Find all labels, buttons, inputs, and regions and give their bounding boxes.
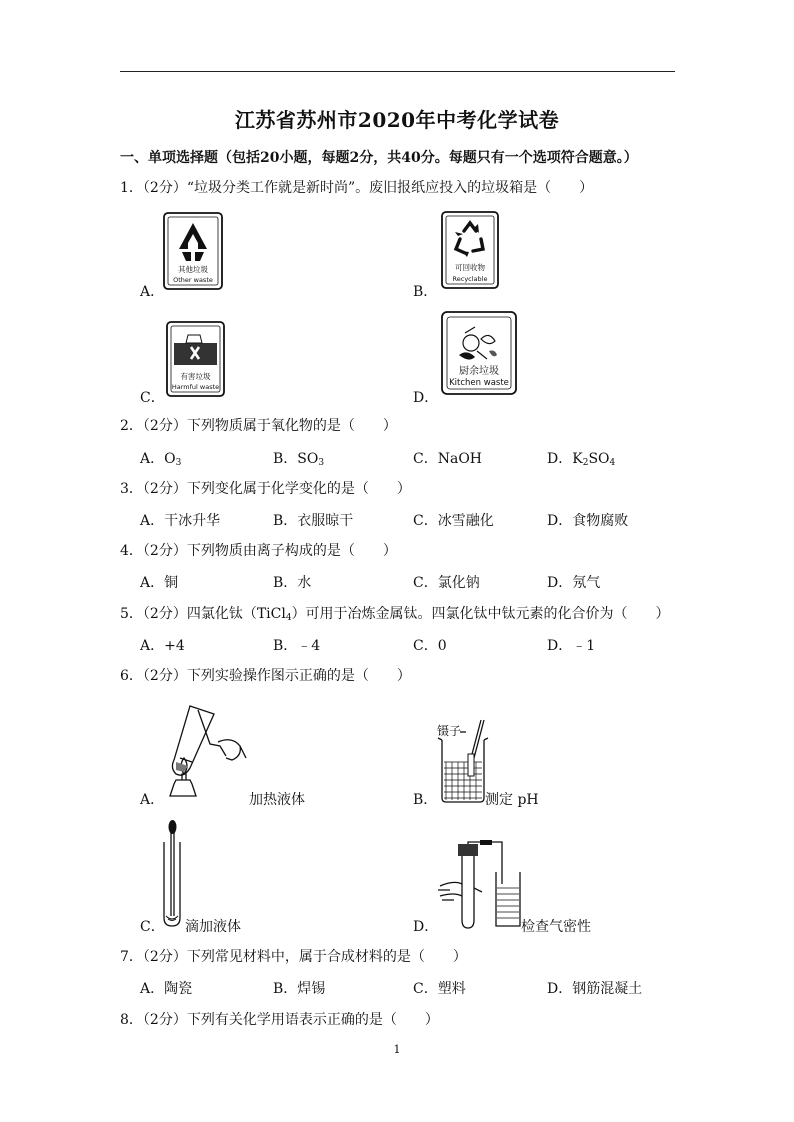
q2-option-b-formula: SO [297, 451, 319, 467]
q2-option-d-subscript-2: 4 [609, 458, 616, 468]
q5-option-d[interactable]: D．﹣1 [547, 638, 596, 654]
q5-stem-subscript: 4 [285, 613, 292, 623]
q2-option-b-subscript: 3 [318, 458, 325, 468]
q1-option-a-label[interactable]: A． [140, 284, 165, 300]
q2-option-d-label: D． [547, 451, 573, 467]
q2-option-b[interactable] [273, 448, 324, 468]
bin-c-cn: 有害垃圾 [180, 372, 211, 381]
q6-caption-d: 检查气密性 [521, 919, 591, 935]
page-number: 1 [393, 1043, 401, 1056]
bin-a-cn: 其他垃圾 [178, 265, 208, 274]
q2-option-c-label: C． [413, 451, 438, 467]
question-6-stem: 6．（2分）下列实验操作图示正确的是（ ） [120, 668, 411, 684]
q3-option-b[interactable]: B．衣服晾干 [273, 513, 354, 529]
question-5-stem [120, 603, 670, 623]
q5-stem-pre: 5．（2分）四氯化钛（TiCl [120, 606, 286, 622]
q7-option-b[interactable]: B．焊锡 [273, 981, 326, 997]
airtightness-check-diagram-icon [436, 840, 522, 932]
q5-option-a[interactable]: A．+4 [140, 638, 185, 654]
q2-option-a-subscript: 3 [175, 458, 182, 468]
q2-option-d-formula-tail: SO [588, 451, 610, 467]
q2-option-c[interactable] [413, 448, 482, 468]
q3-option-d[interactable]: D．食物腐败 [547, 513, 629, 529]
exam-title: 江苏省苏州市2020年中考化学试卷 [234, 108, 560, 132]
q5-option-c[interactable]: C．0 [413, 638, 447, 654]
q2-option-a-label: A． [140, 451, 165, 467]
kitchen-waste-bin-icon [441, 311, 517, 395]
q6-option-c-label[interactable]: C． [140, 919, 165, 935]
bin-b-en: Recyclable [452, 275, 488, 283]
q2-option-d-subscript: 2 [582, 458, 589, 468]
q5-option-b[interactable]: B．﹣4 [273, 638, 321, 654]
q4-option-a[interactable]: A．铜 [140, 575, 179, 591]
top-rule [120, 71, 675, 72]
question-7-stem: 7．（2分）下列常见材料中，属于合成材料的是（ ） [120, 949, 467, 965]
bin-d-cn: 厨余垃圾 [459, 366, 499, 377]
harmful-waste-bin-icon [166, 321, 225, 397]
recyclable-bin-icon [441, 211, 499, 289]
q1-option-c-label[interactable]: C． [140, 390, 165, 406]
q6-caption-a: 加热液体 [249, 792, 305, 808]
dropping-liquid-diagram-icon [158, 820, 186, 930]
q6-caption-c: 滴加液体 [185, 919, 241, 935]
q3-option-c[interactable]: C．冰雪融化 [413, 513, 494, 529]
q2-option-d-formula: K [572, 451, 583, 467]
q2-option-a[interactable] [140, 448, 181, 468]
q6-option-a-label[interactable]: A． [140, 792, 165, 808]
question-8-stem: 8．（2分）下列有关化学用语表示正确的是（ ） [120, 1012, 439, 1028]
q4-option-c[interactable]: C．氯化钠 [413, 575, 480, 591]
question-1-stem: 1．（2分）“垃圾分类工作就是新时尚”。废旧报纸应投入的垃圾箱是（ ） [120, 180, 594, 196]
q1-option-d-label[interactable]: D． [413, 390, 439, 406]
q6-option-d-label[interactable]: D． [413, 919, 439, 935]
question-4-stem: 4．（2分）下列物质由离子构成的是（ ） [120, 543, 397, 559]
q1-option-b-label[interactable]: B． [413, 284, 438, 300]
bin-b-cn: 可回收物 [455, 263, 485, 272]
q2-option-c-formula: NaOH [437, 451, 483, 467]
q7-option-a[interactable]: A．陶瓷 [140, 981, 193, 997]
q7-option-d[interactable]: D．钢筋混凝土 [547, 981, 643, 997]
bin-d-en: Kitchen waste [449, 378, 509, 388]
heating-liquid-diagram-icon [160, 700, 248, 804]
question-2-stem: 2．（2分）下列物质属于氧化物的是（ ） [120, 418, 397, 434]
q2-option-a-formula: O [164, 451, 176, 467]
bin-c-en: Harmful waste [171, 383, 220, 391]
q6-caption-b: 测定 pH [485, 792, 539, 808]
q4-option-d[interactable]: D．氖气 [547, 575, 601, 591]
q2-option-d[interactable] [547, 448, 615, 468]
question-3-stem: 3．（2分）下列变化属于化学变化的是（ ） [120, 481, 411, 497]
q6-option-b-label[interactable]: B． [413, 792, 438, 808]
q5-stem-post: ）可用于冶炼金属钛。四氯化钛中钛元素的化合价为（ ） [291, 606, 670, 622]
other-waste-bin-icon [163, 212, 223, 290]
q2-option-b-label: B． [273, 451, 298, 467]
section-header: 一、单项选择题（包括20小题，每题2分，共40分。每题只有一个选项符合题意。） [120, 150, 638, 166]
q7-option-c[interactable]: C．塑料 [413, 981, 466, 997]
bin-a-en: Other waste [173, 276, 213, 284]
q3-option-a[interactable]: A．干冰升华 [140, 513, 221, 529]
tweezers-label: 镊子 [437, 724, 462, 738]
q4-option-b[interactable]: B．水 [273, 575, 312, 591]
